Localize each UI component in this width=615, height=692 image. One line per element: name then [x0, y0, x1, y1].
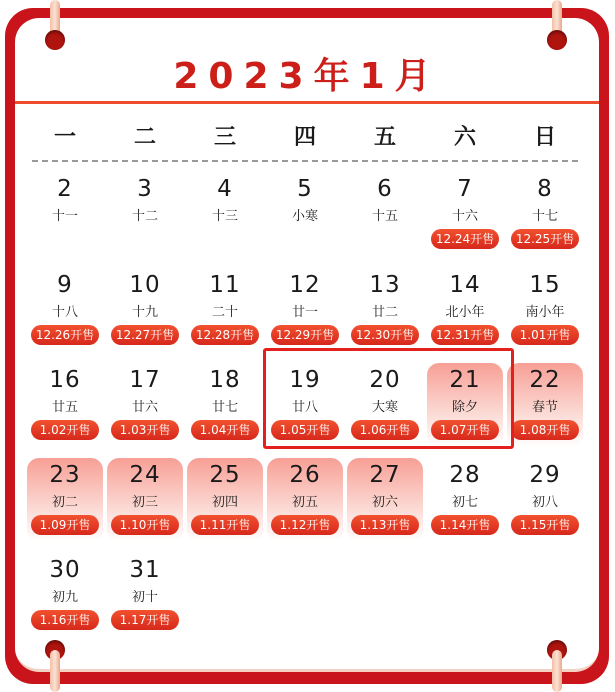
- day-cell[interactable]: [427, 172, 503, 256]
- sale-date-badge: 1.15开售: [511, 515, 579, 535]
- day-cell[interactable]: [267, 268, 343, 352]
- day-number: 4: [217, 176, 233, 202]
- day-number: 10: [129, 272, 161, 298]
- lunar-date: 十七: [531, 209, 558, 224]
- day-cell[interactable]: [27, 553, 103, 637]
- day-number: 19: [289, 367, 321, 393]
- lunar-date: 廿六: [131, 400, 158, 415]
- weekday-divider: [32, 160, 578, 162]
- lunar-date: 初四: [211, 495, 238, 510]
- lunar-date: 初三: [131, 495, 158, 510]
- lunar-date: 十二: [131, 209, 158, 224]
- lunar-date: 廿七: [211, 400, 238, 415]
- sale-date-badge: 1.14开售: [431, 515, 499, 535]
- sale-date-badge: 1.09开售: [31, 515, 99, 535]
- day-number: 3: [137, 176, 153, 202]
- lunar-date: 春节: [531, 400, 558, 415]
- sale-date-badge: 12.26开售: [31, 325, 99, 345]
- day-cell[interactable]: [347, 172, 423, 256]
- day-cell[interactable]: [27, 172, 103, 256]
- day-number: 21: [449, 367, 481, 393]
- day-number: 29: [529, 462, 561, 488]
- sale-date-badge: 1.04开售: [191, 420, 259, 440]
- sale-date-badge: 1.10开售: [111, 515, 179, 535]
- lunar-date: 小寒: [291, 209, 318, 224]
- day-number: 16: [49, 367, 81, 393]
- sale-date-badge: 1.06开售: [351, 420, 419, 440]
- sale-date-badge: 1.05开售: [271, 420, 339, 440]
- day-cell[interactable]: [507, 268, 583, 352]
- lunar-date: 廿一: [291, 305, 318, 320]
- day-number: 22: [529, 367, 561, 393]
- calendar-header: [15, 18, 599, 104]
- sale-date-badge: 1.12开售: [271, 515, 339, 535]
- sale-date-badge: 1.01开售: [511, 325, 579, 345]
- lunar-date: 南小年: [525, 305, 565, 320]
- day-number: 24: [129, 462, 161, 488]
- weekday-label: 二: [133, 125, 156, 150]
- day-cell[interactable]: [347, 458, 423, 542]
- lunar-date: 廿八: [291, 400, 318, 415]
- sale-date-badge: 12.31开售: [431, 325, 499, 345]
- day-cell[interactable]: [107, 553, 183, 637]
- lunar-date: 初十: [131, 590, 158, 605]
- day-cell[interactable]: [107, 172, 183, 256]
- lunar-date: 十六: [451, 209, 478, 224]
- day-number: 27: [369, 462, 401, 488]
- day-number: 30: [49, 557, 81, 583]
- day-cell[interactable]: [107, 458, 183, 542]
- sale-date-badge: 12.29开售: [271, 325, 339, 345]
- day-cell[interactable]: [107, 268, 183, 352]
- day-cell[interactable]: [27, 268, 103, 352]
- day-number: 17: [129, 367, 161, 393]
- day-number: 20: [369, 367, 401, 393]
- lunar-date: 初六: [371, 495, 398, 510]
- day-cell[interactable]: [507, 172, 583, 256]
- day-number: 12: [289, 272, 321, 298]
- day-number: 11: [209, 272, 241, 298]
- lunar-date: 大寒: [371, 400, 398, 415]
- month-title: 2023年1月: [173, 56, 441, 97]
- day-number: 6: [377, 176, 393, 202]
- weekday-label: 四: [293, 125, 316, 150]
- sale-date-badge: 12.28开售: [191, 325, 259, 345]
- day-number: 25: [209, 462, 241, 488]
- lunar-date: 廿二: [371, 305, 398, 320]
- lunar-date: 初八: [531, 495, 558, 510]
- sale-date-badge: 1.02开售: [31, 420, 99, 440]
- weekday-label: 日: [533, 125, 556, 150]
- lunar-date: 廿五: [51, 400, 78, 415]
- day-cell[interactable]: [187, 172, 263, 256]
- day-cell[interactable]: [267, 458, 343, 542]
- day-cell[interactable]: [27, 458, 103, 542]
- day-number: 13: [369, 272, 401, 298]
- day-cell[interactable]: [27, 363, 103, 447]
- sale-date-badge: 1.17开售: [111, 610, 179, 630]
- lunar-date: 初二: [51, 495, 78, 510]
- lunar-date: 初九: [51, 590, 78, 605]
- sale-date-badge: 1.16开售: [31, 610, 99, 630]
- day-cell[interactable]: [427, 458, 503, 542]
- lunar-date: 十三: [211, 209, 238, 224]
- weekday-header: [25, 120, 585, 160]
- sale-date-badge: 12.30开售: [351, 325, 419, 345]
- lunar-date: 二十: [211, 305, 238, 320]
- day-number: 15: [529, 272, 561, 298]
- sale-date-badge: 1.08开售: [511, 420, 579, 440]
- lunar-date: 初七: [451, 495, 478, 510]
- day-number: 2: [57, 176, 73, 202]
- sale-date-badge: 1.13开售: [351, 515, 419, 535]
- weekday-label: 三: [213, 125, 236, 150]
- day-cell[interactable]: [427, 268, 503, 352]
- sale-date-badge: 12.25开售: [511, 229, 579, 249]
- sale-date-badge: 12.24开售: [431, 229, 499, 249]
- day-cell[interactable]: [267, 172, 343, 256]
- day-cell[interactable]: [347, 268, 423, 352]
- day-number: 14: [449, 272, 481, 298]
- day-number: 26: [289, 462, 321, 488]
- lunar-date: 初五: [291, 495, 318, 510]
- day-cell[interactable]: [507, 363, 583, 447]
- day-number: 18: [209, 367, 241, 393]
- weekday-label: 五: [373, 125, 396, 150]
- day-number: 9: [57, 272, 73, 298]
- weekday-label: 一: [53, 125, 76, 150]
- day-cell[interactable]: [187, 268, 263, 352]
- day-number: 5: [297, 176, 313, 202]
- selection-box: [263, 348, 514, 449]
- sale-date-badge: 1.03开售: [111, 420, 179, 440]
- day-cell[interactable]: [507, 458, 583, 542]
- lunar-date: 十五: [371, 209, 398, 224]
- sale-date-badge: 12.27开售: [111, 325, 179, 345]
- lunar-date: 除夕: [451, 400, 478, 415]
- sale-date-badge: 1.07开售: [431, 420, 499, 440]
- day-number: 28: [449, 462, 481, 488]
- day-cell[interactable]: [107, 363, 183, 447]
- lunar-date: 十一: [51, 209, 78, 224]
- day-number: 8: [537, 176, 553, 202]
- weekday-label: 六: [453, 125, 476, 150]
- day-number: 31: [129, 557, 161, 583]
- day-cell[interactable]: [187, 363, 263, 447]
- lunar-date: 十九: [131, 305, 158, 320]
- lunar-date: 十八: [51, 305, 78, 320]
- day-number: 7: [457, 176, 473, 202]
- lunar-date: 北小年: [445, 305, 485, 320]
- day-number: 23: [49, 462, 81, 488]
- sale-date-badge: 1.11开售: [191, 515, 259, 535]
- day-cell[interactable]: [187, 458, 263, 542]
